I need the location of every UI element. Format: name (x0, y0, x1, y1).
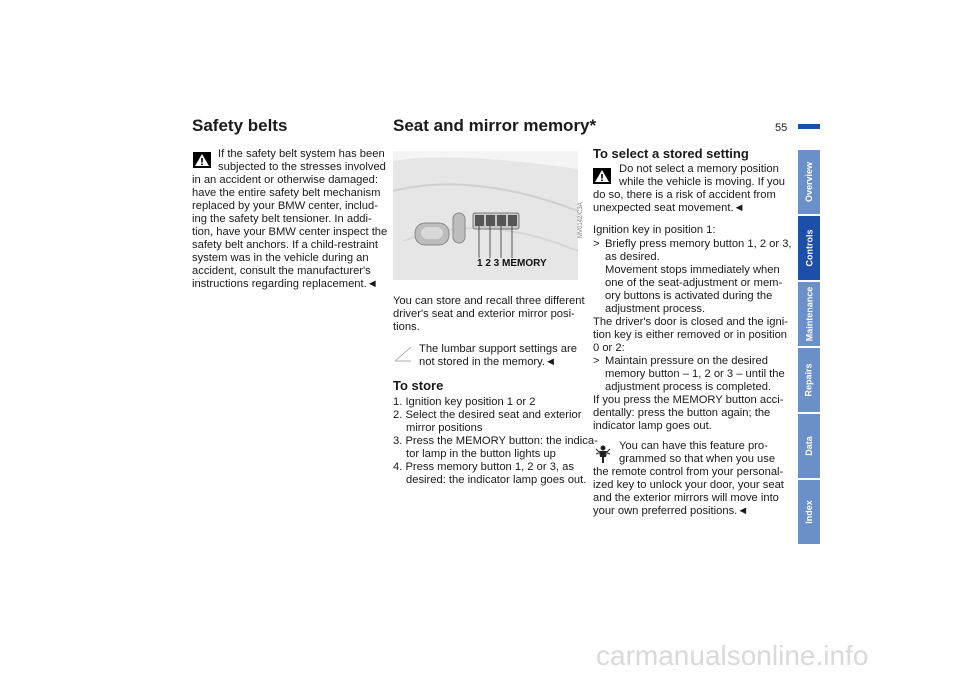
store-step-2: 2. Select the desired seat and exterior (393, 409, 582, 421)
page-number: 55 (775, 122, 788, 134)
seat-memory-label: 1 2 3 MEMORY (477, 258, 547, 269)
safety-line-1: If the safety belt system has been (218, 148, 385, 160)
safety-line-10: accident, consult the manufacturer's (192, 265, 371, 277)
tab-overview[interactable]: Overview (798, 150, 820, 214)
safety-line-4: have the entire safety belt mechanism (192, 187, 381, 199)
select-line-10: 0 or 2: (593, 342, 625, 354)
tip-line-2: grammed so that when you use (619, 453, 776, 465)
select-line-3: as desired. (605, 251, 660, 263)
store-step-3b: tor lamp in the button lights up (406, 448, 556, 460)
tip-line-3: the remote control from your personal- (593, 466, 784, 478)
select-line-7: adjustment process. (605, 303, 706, 315)
safety-line-7: tion, have your BMW center inspect the (192, 226, 388, 238)
heading-safety-belts: Safety belts (192, 116, 288, 135)
select-line-13: adjustment process is completed. (605, 381, 772, 393)
note-icon (394, 346, 412, 367)
select-warn-1: Do not select a memory position (619, 163, 779, 175)
select-line-8: The driver's door is closed and the igni- (593, 316, 788, 328)
safety-line-3: in an accident or otherwise damaged: (192, 174, 378, 186)
tab-controls[interactable]: Controls (798, 216, 820, 280)
select-line-5: one of the seat-adjustment or mem- (605, 277, 783, 289)
select-warn-2: while the vehicle is moving. If you (619, 176, 786, 188)
select-warn-3: do so, there is a risk of accident from (593, 189, 776, 201)
intro-line-3: tions. (393, 321, 420, 333)
safety-line-8: safety belt anchors. If a child-restraint (192, 239, 378, 251)
select-line-4: Movement stops immediately when (605, 264, 780, 276)
heading-seat-mirror-memory: Seat and mirror memory* (393, 116, 597, 135)
warning-icon (193, 152, 211, 173)
safety-line-5: replaced by your BMW center, includ- (192, 200, 378, 212)
tab-data[interactable]: Data (798, 414, 820, 478)
store-step-4: 4. Press memory button 1, 2 or 3, as (393, 461, 574, 473)
select-warn-4: unexpected seat movement.◄ (593, 202, 745, 214)
heading-select-stored: To select a stored setting (593, 146, 749, 161)
tip-line-4: ized key to unlock your door, your seat (593, 479, 784, 491)
image-code: MV0142/C3A (578, 202, 584, 238)
note-line-1: The lumbar support settings are (419, 343, 577, 355)
select-line-9: tion key is either removed or in position (593, 329, 788, 341)
safety-line-2: subjected to the stresses involved (218, 161, 386, 173)
tab-maintenance[interactable]: Maintenance (798, 282, 820, 346)
store-step-3: 3. Press the MEMORY button: the indica- (393, 435, 598, 447)
store-step-4b: desired: the indicator lamp goes out. (406, 474, 587, 486)
tab-repairs[interactable]: Repairs (798, 348, 820, 412)
store-step-1: 1. Ignition key position 1 or 2 (393, 396, 536, 408)
select-line-1: Ignition key in position 1: (593, 224, 716, 236)
select-line-15: dentally: press the button again; the (593, 407, 771, 419)
select-line-12: memory button – 1, 2 or 3 – until the (605, 368, 785, 380)
select-line-2: Briefly press memory button 1, 2 or 3, (605, 238, 792, 250)
store-step-2b: mirror positions (406, 422, 483, 434)
select-line-6: ory buttons is activated during the (605, 290, 773, 302)
select-line-16: indicator lamp goes out. (593, 420, 712, 432)
select-line-14: If you press the MEMORY button acci- (593, 394, 784, 406)
warning-icon-2 (593, 168, 611, 189)
safety-line-9: system was in the vehicle during an (192, 252, 369, 264)
select-line-11: Maintain pressure on the desired (605, 355, 768, 367)
tab-index[interactable]: Index (798, 480, 820, 544)
seat-memory-illustration (393, 151, 578, 280)
bullet-marker-2: > (593, 355, 600, 367)
tip-line-5: and the exterior mirrors will move into (593, 492, 779, 504)
bullet-marker-1: > (593, 238, 600, 250)
intro-line-2: driver's seat and exterior mirror posi- (393, 308, 575, 320)
tip-line-6: your own preferred positions.◄ (593, 505, 749, 517)
heading-to-store: To store (393, 378, 444, 393)
watermark: carmanualsonline.info (596, 640, 869, 671)
safety-line-6: ing the safety belt tensioner. In addi- (192, 213, 372, 225)
tip-line-1: You can have this feature pro- (619, 440, 768, 452)
header-accent-bar (798, 124, 820, 129)
intro-line-1: You can store and recall three different (393, 295, 585, 307)
note-line-2: not stored in the memory.◄ (419, 356, 557, 368)
safety-line-11: instructions regarding replacement.◄ (192, 278, 378, 290)
